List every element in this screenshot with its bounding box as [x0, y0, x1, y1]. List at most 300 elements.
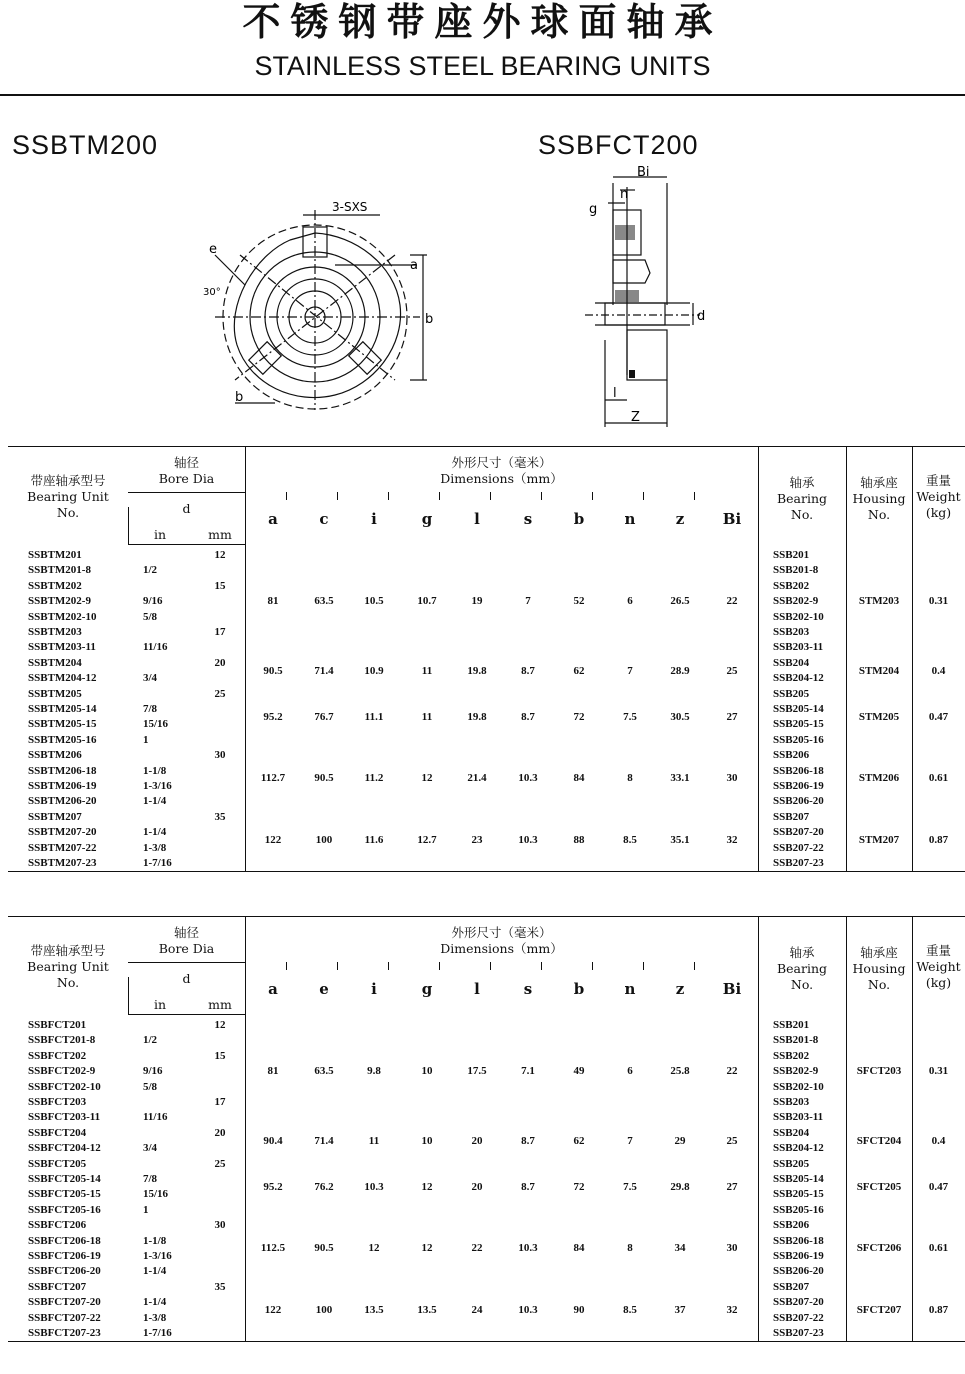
unit-no: SSBFCT205	[28, 1157, 87, 1170]
dim-value: 9.8	[367, 1065, 381, 1078]
dim-value: 25.8	[670, 1065, 690, 1078]
unit-no: SSBTM206	[28, 749, 82, 762]
dim-value: 10.9	[364, 664, 384, 677]
dim-value: 6	[627, 595, 633, 608]
label-g: g	[589, 202, 598, 217]
unit-no: SSBFCT207-20	[28, 1296, 101, 1309]
unit-no: SSBTM203-11	[28, 641, 96, 654]
header-in: in	[153, 997, 167, 1012]
bore-mm: 12	[214, 549, 226, 561]
dim-value: 95.2	[263, 710, 283, 723]
housing-no: SFCT206	[856, 1242, 902, 1255]
unit-no: SSBFCT202-9	[28, 1065, 96, 1078]
model-left: SSBTM200	[12, 130, 159, 160]
dim-divider	[337, 492, 338, 500]
col-divider	[245, 447, 246, 871]
unit-no: SSBTM202-10	[28, 610, 97, 623]
dim-value: 100	[315, 1303, 333, 1316]
dim-value: 84	[573, 772, 585, 785]
dim-value: 122	[264, 833, 282, 846]
header-housing-cn: 轴承座	[860, 475, 898, 490]
label-l: l	[613, 386, 617, 401]
unit-no: SSBTM207-20	[28, 826, 97, 839]
dim-divider	[643, 962, 644, 970]
dim-value: 27	[726, 1180, 738, 1193]
dim-divider	[592, 492, 593, 500]
dim-value: 29.8	[670, 1180, 690, 1193]
dim-value: 84	[573, 1242, 585, 1255]
dim-value: 24	[471, 1303, 483, 1316]
bearing-no: SSB206-18	[773, 764, 824, 777]
bearing-no: SSB203	[773, 1096, 810, 1108]
dim-value: 19.8	[467, 710, 487, 723]
header-bearing-en: Bearing	[776, 491, 828, 506]
dim-value: 122	[264, 1303, 282, 1316]
dim-value: 7.5	[623, 710, 637, 723]
bearing-no: SSB207-22	[773, 1311, 824, 1324]
unit-no: SSBFCT201	[28, 1019, 87, 1031]
header-dims-en: Dimensions（mm）	[440, 471, 563, 486]
bore-in: 1/2	[143, 564, 158, 577]
dim-value: 62	[573, 664, 585, 677]
bore-in: 1-1/4	[143, 1296, 167, 1309]
header-dim-Bi: Bi	[722, 510, 742, 528]
header-dim-g: g	[421, 980, 433, 998]
label-holes: 3-SXS	[332, 200, 368, 214]
dim-value: 32	[726, 833, 738, 846]
dim-value: 112.7	[260, 772, 286, 785]
bearing-no: SSB207-20	[773, 826, 824, 839]
row-divider	[128, 492, 245, 493]
header-dim-c: c	[319, 510, 329, 528]
unit-no: SSBFCT202-10	[28, 1080, 101, 1093]
dim-value: 10.3	[518, 1303, 538, 1316]
dim-value: 35.1	[670, 833, 690, 846]
dim-value: 13.5	[364, 1303, 384, 1316]
unit-no: SSBTM202	[28, 579, 82, 592]
unit-no: SSBTM204	[28, 656, 82, 669]
label-z: Z	[631, 410, 640, 425]
dim-value: 34	[674, 1242, 686, 1255]
dim-value: 8.7	[521, 1134, 535, 1147]
unit-no: SSBFCT204-12	[28, 1142, 101, 1155]
weight-value: 0.47	[928, 1180, 949, 1193]
model-right: SSBFCT200	[538, 130, 699, 160]
unit-no: SSBTM207-22	[28, 841, 97, 854]
dim-value: 13.5	[417, 1303, 437, 1316]
dim-value: 10.3	[518, 772, 538, 785]
bearing-no: SSB206-19	[773, 1250, 824, 1262]
row-divider	[128, 962, 245, 963]
dim-value: 7	[525, 595, 531, 608]
header-rule	[0, 94, 965, 96]
bearing-no: SSB207-23	[773, 1327, 824, 1339]
dim-value: 25	[726, 1134, 738, 1147]
row-divider	[128, 1014, 245, 1015]
header-dim-Bi: Bi	[722, 980, 742, 998]
dim-value: 95.2	[263, 1180, 283, 1193]
dim-value: 90.5	[263, 664, 283, 677]
dim-value: 12.7	[417, 833, 437, 846]
dim-divider	[694, 962, 695, 970]
bore-mm: 30	[214, 749, 226, 762]
dim-value: 90.5	[314, 1242, 334, 1255]
dim-value: 10.7	[417, 595, 437, 608]
dim-divider	[490, 962, 491, 970]
dim-divider	[388, 962, 389, 970]
dim-value: 20	[471, 1134, 483, 1147]
unit-no: SSBFCT201-8	[28, 1034, 96, 1047]
dim-value: 11.6	[364, 833, 384, 846]
unit-no: SSBTM207-23	[28, 857, 97, 869]
bore-mm: 20	[214, 1126, 226, 1139]
dim-value: 23	[471, 833, 483, 846]
dim-value: 26.5	[670, 595, 690, 608]
bore-mm: 12	[214, 1019, 226, 1031]
dim-value: 19.8	[467, 664, 487, 677]
bearing-no: SSB206-20	[773, 795, 824, 808]
label-b-bottom: b	[235, 390, 244, 405]
bore-mm: 15	[214, 579, 226, 592]
dim-value: 25	[726, 664, 738, 677]
dim-value: 11.2	[364, 772, 384, 785]
bearing-no: SSB204	[773, 1126, 810, 1139]
drawing-ssbfct	[575, 165, 715, 435]
bore-in: 1-3/8	[143, 841, 167, 854]
bearing-no: SSB202	[773, 1049, 810, 1062]
header-in: in	[153, 527, 167, 542]
unit-no: SSBFCT204	[28, 1126, 87, 1139]
bore-in: 1-3/16	[143, 780, 172, 792]
dim-value: 12	[421, 1180, 433, 1193]
header-dim-g: g	[421, 510, 433, 528]
header-housing-no: No.	[867, 507, 891, 522]
header-weight-en: Weight	[916, 959, 961, 974]
dim-value: 10.3	[518, 833, 538, 846]
bore-mm: 25	[214, 1157, 226, 1170]
bore-mm: 17	[214, 1096, 226, 1108]
header-unit-cn: 带座轴承型号	[30, 943, 106, 958]
dim-value: 17.5	[467, 1065, 487, 1078]
dim-value: 12	[421, 1242, 433, 1255]
housing-no: SFCT207	[856, 1303, 902, 1316]
bearing-no: SSB205	[773, 1157, 810, 1170]
bearing-no: SSB202-10	[773, 1080, 824, 1093]
bore-mm: 35	[214, 810, 226, 823]
dim-value: 7	[627, 664, 633, 677]
bore-in: 1-1/8	[143, 764, 167, 777]
bore-in: 7/8	[143, 1173, 158, 1185]
dim-value: 12	[368, 1242, 380, 1255]
dim-value: 90	[573, 1303, 585, 1316]
dim-divider	[541, 492, 542, 500]
row-divider	[128, 544, 245, 545]
bearing-no: SSB205-15	[773, 1188, 824, 1201]
bore-in: 11/16	[143, 641, 168, 654]
unit-no: SSBFCT206-20	[28, 1265, 101, 1278]
header-bore-en: Bore Dia	[158, 941, 215, 956]
bore-in: 5/8	[143, 610, 158, 623]
bearing-no: SSB205-16	[773, 733, 824, 746]
dim-value: 7	[627, 1134, 633, 1147]
bore-in: 1-3/8	[143, 1311, 167, 1324]
dim-value: 72	[573, 1180, 585, 1193]
dim-value: 22	[726, 595, 738, 608]
header-bore-d: d	[182, 501, 191, 516]
bore-in: 15/16	[143, 1188, 169, 1201]
bore-in: 3/4	[143, 1142, 158, 1155]
unit-no: SSBTM206-19	[28, 780, 97, 792]
header-dim-a: a	[268, 980, 278, 998]
header-dim-i: i	[371, 510, 377, 528]
weight-value: 0.31	[928, 1065, 949, 1078]
bearing-no: SSB201-8	[773, 1034, 819, 1047]
bore-in: 15/16	[143, 718, 169, 731]
bore-mm: 30	[214, 1219, 226, 1232]
dim-value: 8.5	[623, 833, 637, 846]
bearing-no: SSB205-16	[773, 1203, 824, 1216]
header-mm: mm	[208, 527, 232, 542]
bearing-no: SSB206	[773, 749, 810, 762]
unit-no: SSBTM201	[28, 549, 82, 561]
bearing-no: SSB204-12	[773, 1142, 824, 1155]
housing-no: STM205	[858, 710, 900, 723]
dim-value: 6	[627, 1065, 633, 1078]
unit-no: SSBTM207	[28, 810, 82, 823]
bore-in: 9/16	[143, 1065, 163, 1078]
housing-no: STM203	[858, 595, 900, 608]
dim-value: 63.5	[314, 595, 334, 608]
header-dim-z: z	[675, 980, 685, 998]
dim-value: 33.1	[670, 772, 690, 785]
dim-value: 28.9	[670, 664, 690, 677]
bearing-no: SSB203	[773, 626, 810, 638]
header-dim-b: b	[573, 980, 585, 998]
label-n: n	[620, 187, 629, 202]
header-unit-no: No.	[56, 505, 80, 520]
bore-mm: 20	[214, 656, 226, 669]
header-dims-en: Dimensions（mm）	[440, 941, 563, 956]
bearing-no: SSB207-20	[773, 1296, 824, 1309]
bore-in: 1-7/16	[143, 1327, 172, 1339]
unit-no: SSBFCT203-11	[28, 1111, 101, 1124]
unit-no: SSBFCT206-18	[28, 1234, 101, 1247]
dim-value: 21.4	[467, 772, 487, 785]
bore-in: 1-1/4	[143, 826, 167, 839]
unit-no: SSBFCT205-16	[28, 1203, 101, 1216]
bearing-no: SSB203-11	[773, 641, 824, 654]
label-b-right: b	[425, 312, 434, 327]
unit-no: SSBTM203	[28, 626, 82, 638]
dim-value: 81	[267, 1065, 279, 1078]
dim-value: 11	[421, 710, 433, 723]
unit-no: SSBFCT203	[28, 1096, 87, 1108]
bore-in: 9/16	[143, 595, 163, 608]
housing-no: SFCT203	[856, 1065, 902, 1078]
bore-in: 7/8	[143, 703, 158, 715]
dim-value: 12	[421, 772, 433, 785]
dim-value: 8	[627, 772, 633, 785]
bore-mm: 15	[214, 1049, 226, 1062]
dim-value: 8.7	[521, 710, 535, 723]
housing-no: STM204	[858, 664, 900, 677]
dim-value: 8.7	[521, 664, 535, 677]
header-dims-cn: 外形尺寸（毫米）	[451, 455, 552, 470]
bearing-no: SSB207	[773, 810, 810, 823]
dim-divider	[490, 492, 491, 500]
bore-in: 1	[143, 1203, 149, 1216]
housing-no: SFCT205	[856, 1180, 902, 1193]
header-dim-n: n	[624, 510, 636, 528]
dim-value: 76.7	[314, 710, 334, 723]
bore-in: 3/4	[143, 672, 158, 685]
dim-value: 76.2	[314, 1180, 334, 1193]
bore-mm: 25	[214, 687, 226, 700]
bearing-no: SSB205	[773, 687, 810, 700]
bearing-no: SSB207-22	[773, 841, 824, 854]
bore-mm: 35	[214, 1280, 226, 1293]
bearing-no: SSB202	[773, 579, 810, 592]
unit-no: SSBTM206-18	[28, 764, 97, 777]
bearing-no: SSB202-9	[773, 595, 819, 608]
dim-value: 71.4	[314, 1134, 334, 1147]
dim-value: 8	[627, 1242, 633, 1255]
header-bore-en: Bore Dia	[158, 471, 215, 486]
bore-in: 1-3/16	[143, 1250, 172, 1262]
dim-value: 112.5	[260, 1242, 286, 1255]
bore-in: 1-1/4	[143, 795, 167, 808]
dim-value: 88	[573, 833, 585, 846]
label-bi: Bi	[637, 165, 650, 180]
housing-no: STM207	[858, 833, 900, 846]
unit-no: SSBFCT205-15	[28, 1188, 101, 1201]
weight-value: 0.61	[928, 1242, 949, 1255]
dim-value: 32	[726, 1303, 738, 1316]
bearing-no: SSB202-10	[773, 610, 824, 623]
dim-value: 10.3	[518, 1242, 538, 1255]
weight-value: 0.47	[928, 710, 949, 723]
header-bore-cn: 轴径	[173, 925, 199, 940]
bearing-no: SSB201	[773, 549, 810, 561]
label-a: a	[410, 258, 418, 273]
header-weight-en: Weight	[916, 489, 961, 504]
unit-no: SSBTM205-14	[28, 703, 97, 715]
dim-divider	[388, 492, 389, 500]
header-bearing-no: No.	[790, 507, 814, 522]
label-d: d	[697, 309, 706, 324]
unit-no: SSBTM204-12	[28, 672, 97, 685]
dim-divider	[439, 962, 440, 970]
header-bearing-cn: 轴承	[789, 475, 815, 490]
bearing-no: SSB206-20	[773, 1265, 824, 1278]
header-dim-b: b	[573, 510, 585, 528]
weight-value: 0.87	[928, 833, 949, 846]
weight-value: 0.4	[931, 1134, 946, 1147]
dim-value: 81	[267, 595, 279, 608]
unit-no: SSBTM206-20	[28, 795, 97, 808]
header-bore-d: d	[182, 971, 191, 986]
header-housing-en: Housing	[852, 961, 906, 976]
bearing-no: SSB205-14	[773, 1173, 824, 1185]
bearing-no: SSB205-15	[773, 718, 824, 731]
bore-in: 5/8	[143, 1080, 158, 1093]
header-dim-s: s	[523, 510, 533, 528]
bore-in: 11/16	[143, 1111, 168, 1124]
header-unit-cn: 带座轴承型号	[30, 473, 106, 488]
page-title-en: STAINLESS STEEL BEARING UNITS	[254, 51, 711, 81]
unit-no: SSBFCT205-14	[28, 1173, 101, 1185]
dim-value: 10.3	[364, 1180, 384, 1193]
dim-value: 10.5	[364, 595, 384, 608]
unit-no: SSBTM202-9	[28, 595, 91, 608]
dim-value: 72	[573, 710, 585, 723]
header-dim-z: z	[675, 510, 685, 528]
bore-in: 1-7/16	[143, 857, 172, 869]
dim-divider	[694, 492, 695, 500]
table-ssbfct	[8, 916, 965, 1342]
dim-value: 11.1	[364, 710, 384, 723]
header-dim-a: a	[268, 510, 278, 528]
weight-value: 0.61	[928, 772, 949, 785]
dim-value: 10	[421, 1134, 433, 1147]
unit-no: SSBTM205	[28, 687, 82, 700]
label-e: e	[209, 242, 217, 257]
header-bearing-no: No.	[790, 977, 814, 992]
header-dim-e: e	[319, 980, 329, 998]
header-mm: mm	[208, 997, 232, 1012]
dim-value: 22	[726, 1065, 738, 1078]
bearing-no: SSB201	[773, 1019, 810, 1031]
bearing-no: SSB202-9	[773, 1065, 819, 1078]
bearing-no: SSB203-11	[773, 1111, 824, 1124]
bearing-no: SSB201-8	[773, 564, 819, 577]
weight-value: 0.87	[928, 1303, 949, 1316]
header-weight-cn: 重量	[925, 943, 951, 958]
dim-value: 90.4	[263, 1134, 283, 1147]
dim-value: 11	[368, 1134, 380, 1147]
dim-value: 11	[421, 664, 433, 677]
bore-mm: 17	[214, 626, 226, 638]
header-bearing-cn: 轴承	[789, 945, 815, 960]
dim-value: 30.5	[670, 710, 690, 723]
dim-value: 8.5	[623, 1303, 637, 1316]
label-angle: 30°	[203, 287, 221, 298]
unit-no: SSBFCT202	[28, 1049, 87, 1062]
header-unit-en: Bearing Unit	[27, 959, 109, 974]
dim-value: 100	[315, 833, 333, 846]
dim-divider	[643, 492, 644, 500]
header-dim-i: i	[371, 980, 377, 998]
header-housing-cn: 轴承座	[860, 945, 898, 960]
dim-divider	[337, 962, 338, 970]
dim-value: 27	[726, 710, 738, 723]
dim-value: 30	[726, 772, 738, 785]
bearing-no: SSB206-18	[773, 1234, 824, 1247]
header-dim-l: l	[474, 980, 480, 998]
dim-divider	[286, 492, 287, 500]
bore-in: 1	[143, 733, 149, 746]
header-unit-en: Bearing Unit	[27, 489, 109, 504]
bore-in: 1/2	[143, 1034, 158, 1047]
bearing-no: SSB207	[773, 1280, 810, 1293]
header-dim-n: n	[624, 980, 636, 998]
bore-in: 1-1/8	[143, 1234, 167, 1247]
header-bearing-en: Bearing	[776, 961, 828, 976]
dim-value: 63.5	[314, 1065, 334, 1078]
dim-value: 49	[573, 1065, 585, 1078]
housing-no: STM206	[858, 772, 900, 785]
bearing-no: SSB207-23	[773, 857, 824, 869]
